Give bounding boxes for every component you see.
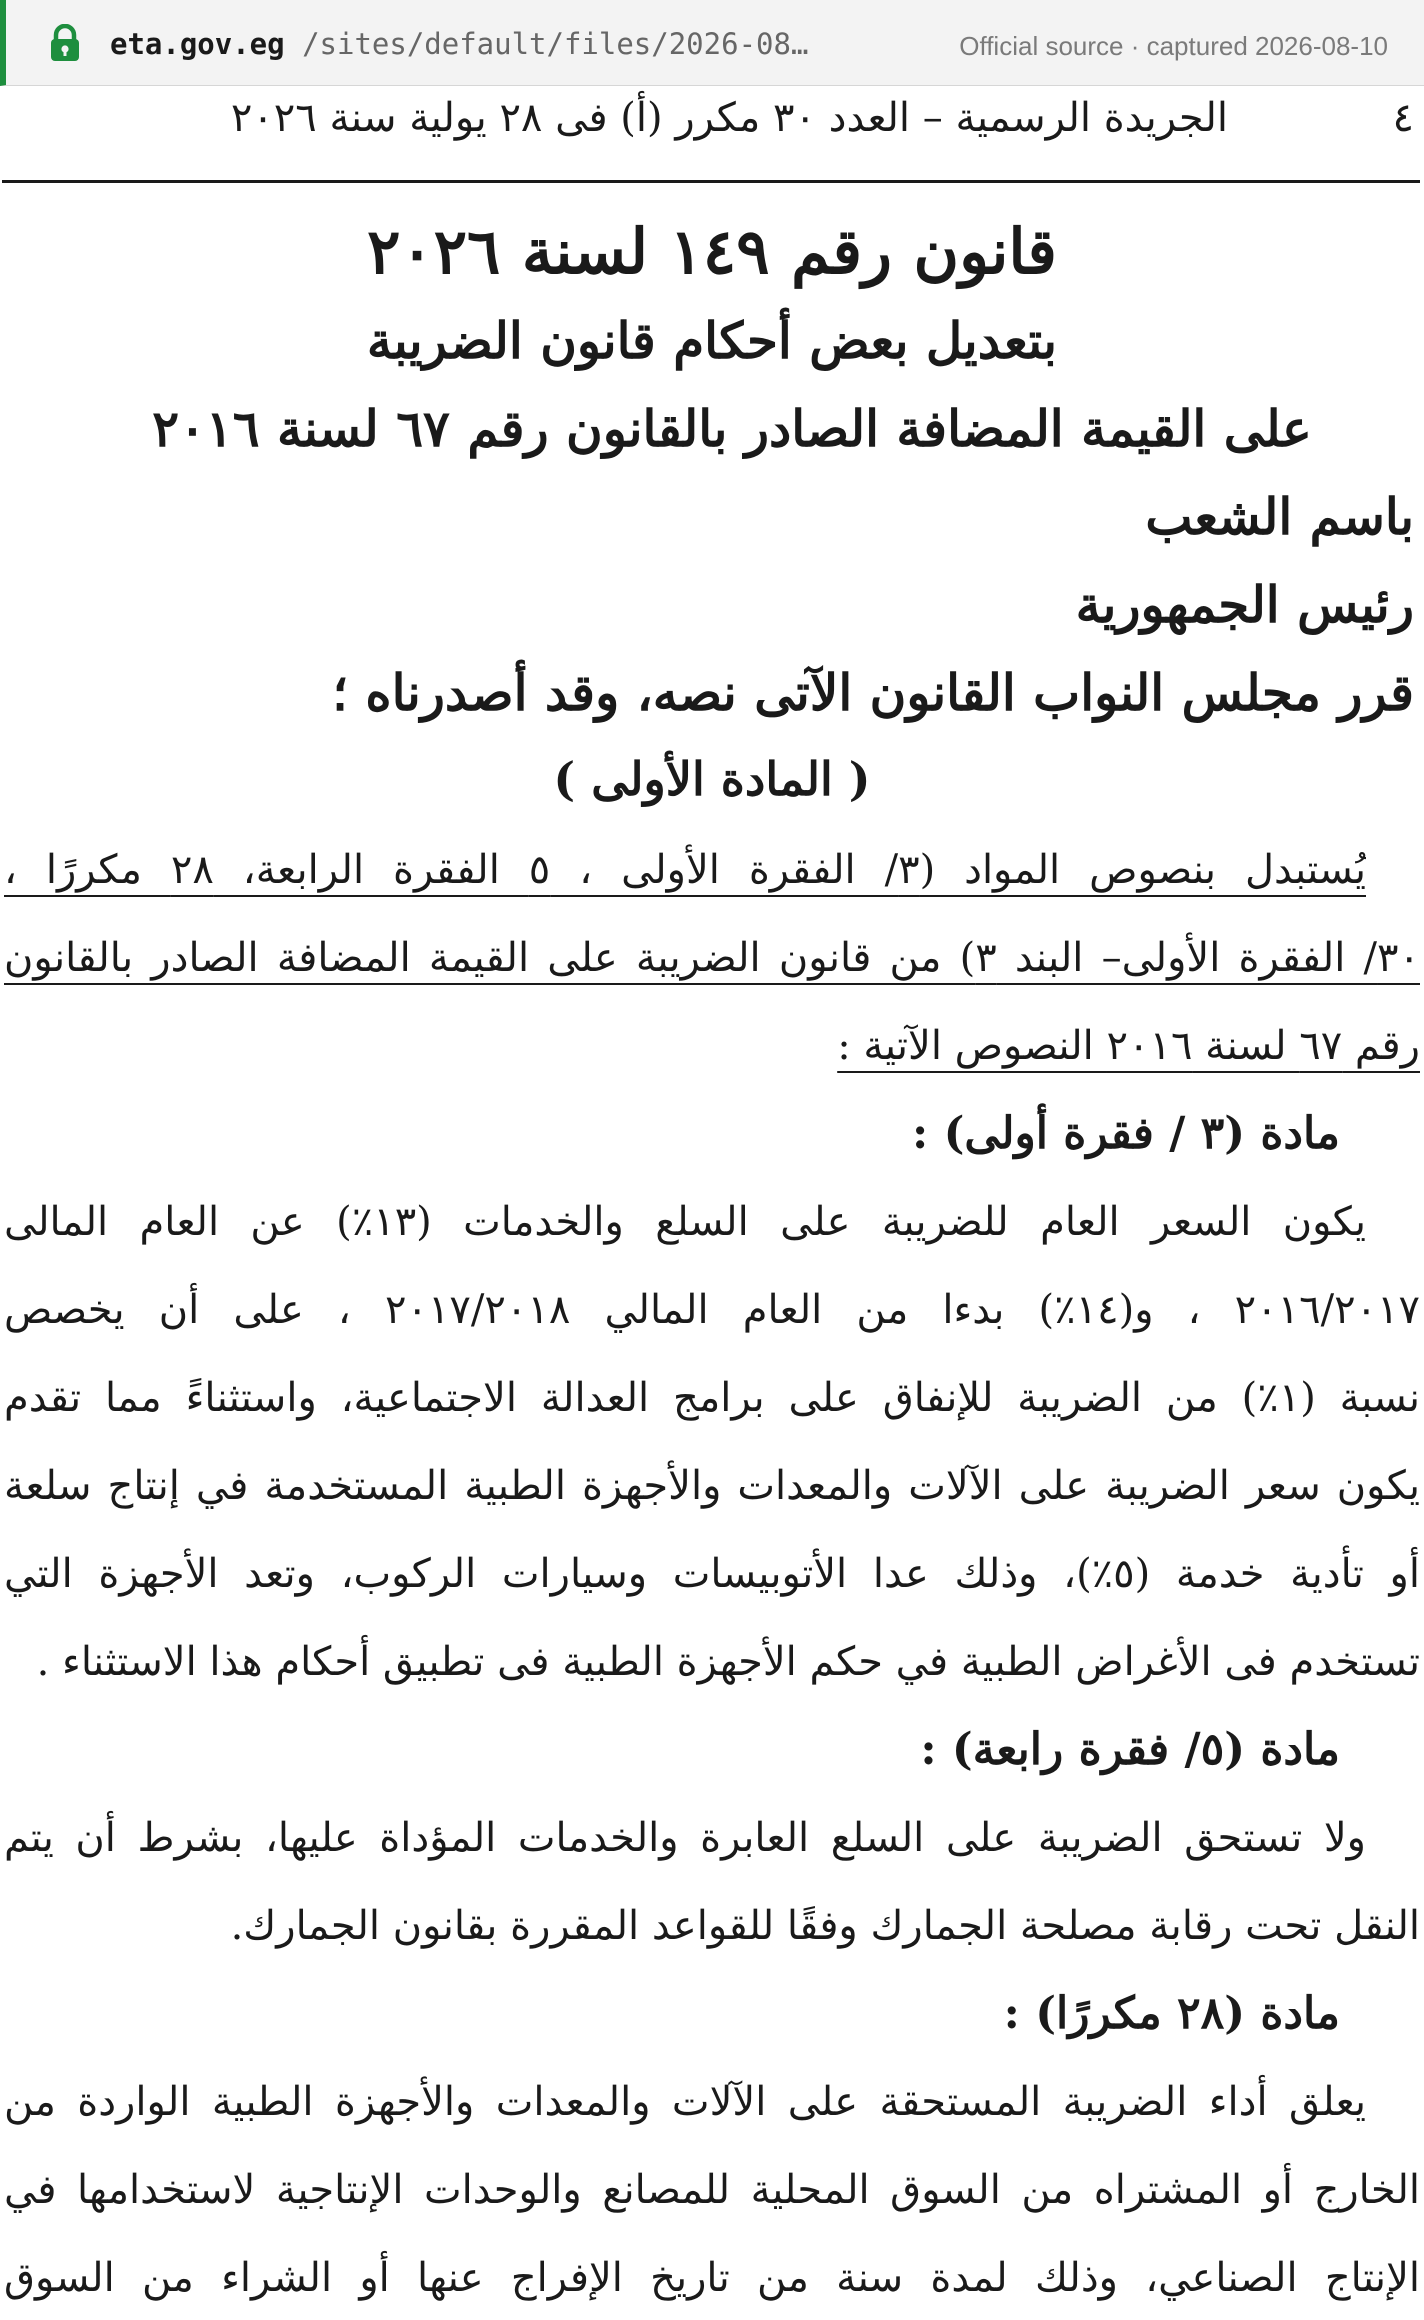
section-text-line: الخارج أو المشتراه من السوق المحلية للمصانع والوحدات الإنتاجية لاستخدامها في [4, 2167, 1420, 2213]
article-intro-line: ٣٠/ الفقرة الأولى– البند ٣) من قانون الضريبة على القيمة المضافة الصادر بالقانون [4, 935, 1420, 981]
section-heading: مادة (٥/ فقرة رابعة) : [920, 1724, 1340, 1775]
section-text-line: ولا تستحق الضريبة على السلع العابرة والخدمات المؤداة عليها، بشرط أن يتم [4, 1815, 1366, 1861]
source-domain: eta.gov.eg [110, 27, 285, 61]
law-number-title: قانون رقم ١٤٩ لسنة ٢٠٢٦ [367, 215, 1057, 288]
source-url[interactable] [110, 26, 808, 62]
section-heading: مادة (٣ / فقرة أولى) : [912, 1108, 1340, 1159]
section-text-line: ٢٠١٦/٢٠١٧ ، و(١٤٪) بدءا من العام المالي ٢٠١٧/٢٠١٨ ، على أن يخصص [4, 1287, 1420, 1333]
article-intro-line: يُستبدل بنصوص المواد (٣/ الفقرة الأولى ، ٥ الفقرة الرابعة، ٢٨ مكررًا ، [4, 847, 1366, 893]
enactment-clause: قرر مجلس النواب القانون الآتى نصه، وقد أصدرناه ؛ [332, 663, 1414, 722]
in-the-name-of-people: باسم الشعب [1145, 487, 1414, 546]
page-number: ٤ [1392, 95, 1414, 141]
article-intro-line [4, 1016, 1420, 1088]
running-header [0, 88, 1424, 148]
lock-icon [48, 24, 82, 62]
section-text-line: النقل تحت رقابة مصلحة الجمارك وفقًا للقواعد المقررة بقانون الجمارك. [230, 1903, 1420, 1949]
gazette-header: الجريدة الرسمية – العدد ٣٠ مكرر (أ) فى ٢٨ يولية سنة ٢٠٢٦ [230, 95, 1228, 141]
section-text-line: أو تأدية خدمة (٥٪)، وذلك عدا الأتوبيسات وسيارات الركوب، وتعد الأجهزة التي [4, 1551, 1420, 1597]
section-text-line: الإنتاج الصناعي، وذلك لمدة سنة من تاريخ الإفراج عنها أو الشراء من السوق [4, 2255, 1420, 2301]
source-path: /sites/default/files/2026-08… [302, 27, 809, 61]
section-text-line: يعلق أداء الضريبة المستحقة على الآلات والمعدات والأجهزة الطبية الواردة من [4, 2079, 1366, 2125]
source-bar [0, 0, 1424, 86]
header-divider [2, 180, 1420, 183]
law-subject-line-1: بتعديل بعض أحكام قانون الضريبة [366, 311, 1058, 370]
section-text-line: تستخدم فى الأغراض الطبية في حكم الأجهزة الطبية فى تطبيق أحكام هذا الاستثناء . [36, 1639, 1420, 1685]
section-text-line: يكون سعر الضريبة على الآلات والمعدات والأجهزة الطبية المستخدمة في إنتاج سلعة [4, 1463, 1420, 1509]
section-text-line: يكون السعر العام للضريبة على السلع والخدمات (١٣٪) عن العام المالى [4, 1199, 1366, 1245]
section-heading: مادة (٢٨ مكررًا) : [1003, 1988, 1340, 2039]
president-heading: رئيس الجمهورية [1075, 575, 1414, 634]
capture-note: Official source · captured 2026-08-10 [959, 31, 1388, 61]
article-intro-underlined: رقم ٦٧ لسنة ٢٠١٦ النصوص الآتية : [837, 1023, 1420, 1069]
section-text-line: نسبة (١٪) من الضريبة للإنفاق على برامج العدالة الاجتماعية، واستثناءً مما تقدم [4, 1375, 1420, 1421]
law-subject-line-2: على القيمة المضافة الصادر بالقانون رقم ٦٧ لسنة ٢٠١٦ [152, 399, 1312, 458]
article-one-title: ( المادة الأولى ) [553, 752, 871, 806]
gazette-page [0, 86, 1424, 2314]
